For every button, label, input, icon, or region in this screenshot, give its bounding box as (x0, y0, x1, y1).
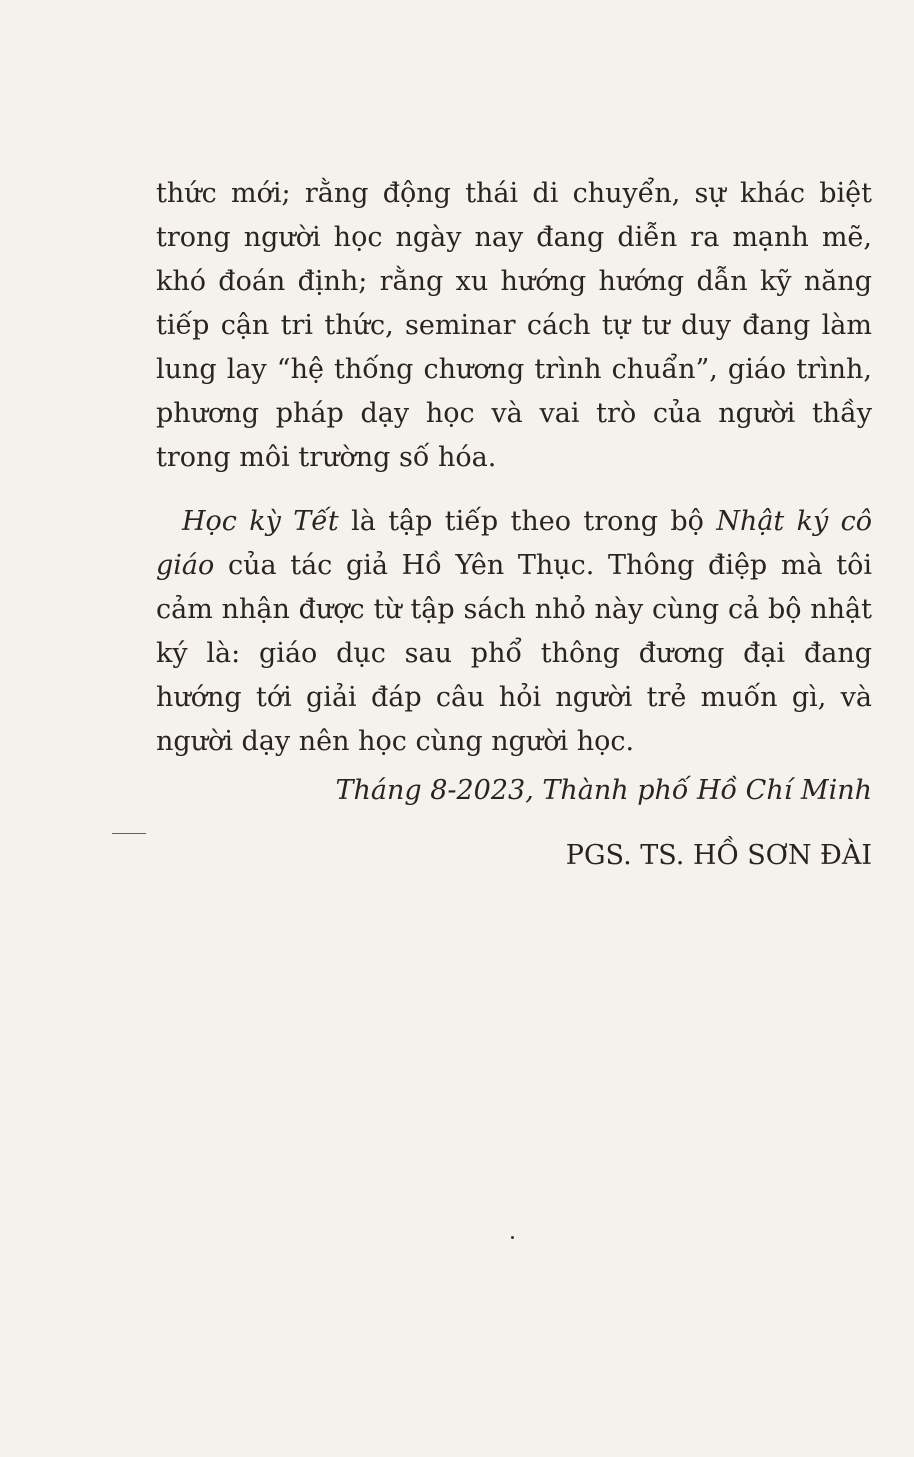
paragraph-2-text-a: là tập tiếp theo trong bộ (338, 506, 717, 537)
book-title: Học kỳ Tết (182, 506, 339, 537)
series-title: Nhật ký cô giáo (156, 506, 872, 581)
signature-date-place: Tháng 8-2023, Thành phố Hồ Chí Minh (335, 775, 872, 806)
body-text (156, 172, 872, 764)
paragraph-2 (156, 500, 872, 764)
signature-author: PGS. TS. HỒ SƠN ĐÀI (565, 840, 872, 871)
paragraph-2-text-b: của tác giả Hồ Yên Thục. Thông điệp mà tôi cảm nhận được từ tập sách nhỏ này cùng cả bộ nhật ký là: giáo dục sau phổ thông đương đại đang hướng tới giải đáp câu hỏi người trẻ muốn gì, và người dạy nên học cùng người học. (156, 550, 872, 757)
margin-line (112, 833, 146, 834)
paragraph-1: thức mới; rằng động thái di chuyển, sự khác biệt trong người học ngày nay đang diễn ra mạnh mẽ, khó đoán định; rằng xu hướng hướng dẫn kỹ năng tiếp cận tri thức, seminar cách tự tư duy đang làm lung lay “hệ thống chương trình chuẩn”, giáo trình, phương pháp dạy học và vai trò của người thầy trong môi trường số hóa. (156, 178, 872, 473)
ink-dot (511, 1236, 514, 1239)
